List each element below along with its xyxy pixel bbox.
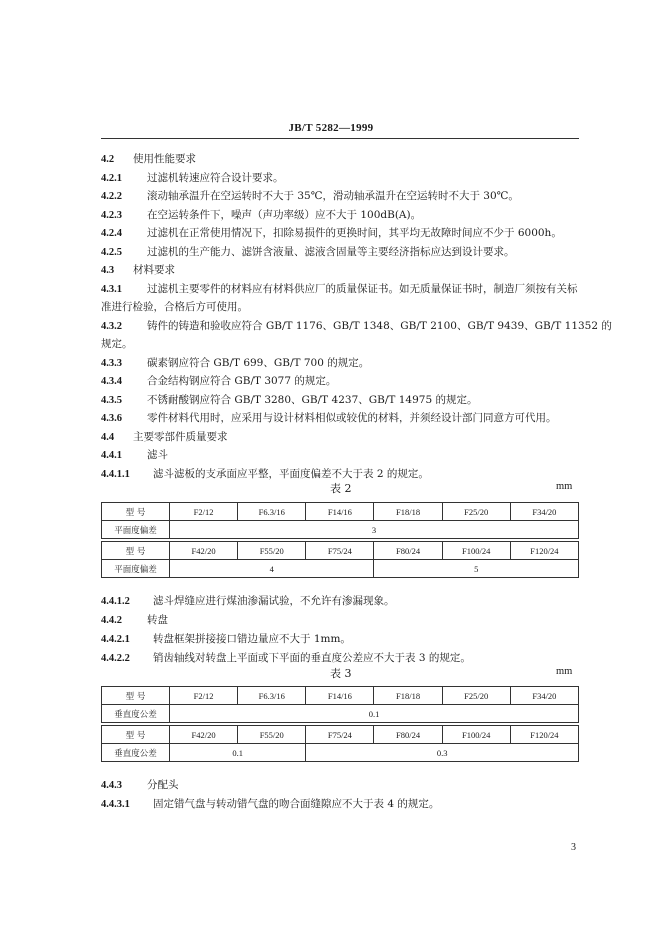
model-cell: F120/24 [510,726,578,744]
text-line [101,263,579,278]
model-cell: F55/20 [238,542,306,560]
clause-number: 4.4.1.2 [101,596,130,607]
clause-text: 转盘框架拼接接口错边量应不大于 1mm。 [153,633,351,645]
clause-text: 滤斗 [147,449,168,461]
table-row [102,705,579,723]
clause-number: 4.4.1 [101,450,122,461]
table3-unit: mm [556,666,573,677]
standard-code-header: JB/T 5282—1999 [288,122,374,134]
table3 [101,686,579,723]
model-cell: F34/20 [510,687,578,705]
text-line [101,337,579,351]
clause-number: 4.3.4 [101,376,122,387]
clause-text: 过滤机在正常使用情况下，扣除易损件的更换时间，其平均无故障时间应不少于 6000h。 [147,227,562,239]
table-row [102,726,579,744]
clause-number: 4.4.3 [101,780,122,791]
page-number: 3 [571,842,576,853]
table-row [102,521,579,539]
model-label: 型 号 [102,542,170,560]
clause-text: 准进行检验，合格后方可使用。 [101,301,248,313]
value-cell: 0.3 [306,744,579,762]
table2-unit: mm [556,481,573,492]
clause-text: 不锈耐酸钢应符合 GB/T 3280、GB/T 4237、GB/T 14975 的规定。 [147,393,478,406]
model-cell: F80/24 [374,542,442,560]
clause-text: 过滤机的生产能力、滤饼含液量、滤液含固量等主要经济指标应达到设计要求。 [147,245,515,258]
text-line [101,319,612,334]
clause-text: 主要零部件质量要求 [133,430,228,443]
model-cell: F75/24 [306,542,374,560]
table-row [102,542,579,560]
text-line [101,374,579,389]
clause-number: 4.3.1 [101,283,122,295]
clause-text: 销齿轴线对转盘上平面或下平面的垂直度公差应不大于表 3 的规定。 [153,652,471,664]
table-row [102,503,579,521]
text-line [101,152,579,167]
table2-part-b [101,541,579,578]
row-label: 平面度偏差 [102,560,170,578]
clause-number: 4.2.2 [101,191,122,202]
clause-number: 4.4.2.1 [101,634,130,645]
text-line [101,208,579,223]
clause-number: 4.3.3 [101,357,122,369]
text-line [101,448,579,463]
model-cell: F120/24 [510,542,578,560]
clause-number: 4.3 [101,265,115,276]
clause-number: 4.2.3 [101,209,122,221]
clause-text: 滤斗焊缝应进行煤油渗漏试验，不允许有渗漏现象。 [153,595,395,607]
text-line [101,797,579,812]
clause-text: 滤斗滤板的支承面应平整，平面度偏差不大于表 2 的规定。 [153,467,429,480]
model-cell: F100/24 [442,542,510,560]
clause-number: 4.4.2.2 [101,653,130,664]
clause-text: 分配头 [147,779,179,791]
text-line [101,613,579,628]
model-label: 型 号 [102,687,170,705]
model-cell: F25/20 [442,503,510,521]
clause-text: 转盘 [147,614,168,626]
clause-text: 使用性能要求 [133,153,196,165]
clause-text: 规定。 [101,338,133,350]
clause-text: 滚动轴承温升在空运转时不大于 35℃，滑动轴承温升在空运转时不大于 30℃。 [147,190,519,202]
clause-number: 4.2.5 [101,246,122,258]
model-cell: F80/24 [374,726,442,744]
clause-number: 4.3.6 [101,413,122,424]
value-cell: 3 [170,521,579,539]
text-line [101,300,579,314]
text-line [101,171,579,186]
clause-number: 4.3.2 [101,320,122,332]
model-cell: F18/18 [374,687,442,705]
model-cell: F55/20 [238,726,306,744]
model-cell: F14/16 [306,687,374,705]
clause-number: 4.2 [101,154,115,165]
clause-number: 4.4.1.1 [101,468,130,480]
model-label: 型 号 [102,726,170,744]
model-cell: F6.3/16 [238,503,306,521]
header-rule [101,138,579,139]
clause-text: 铸件的铸造和验收应符合 GB/T 1176、GB/T 1348、GB/T 2100、GB/T 9439、GB/T 11352 的 [147,319,612,332]
model-cell: F18/18 [374,503,442,521]
text-line [101,632,579,647]
text-line [101,226,579,241]
clause-text: 在空运转条件下，噪声（声功率级）应不大于 100dB(A)。 [147,208,422,221]
row-label: 垂直度公差 [102,705,170,723]
clause-number: 4.4 [101,431,115,443]
text-line [101,778,579,793]
clause-number: 4.2.4 [101,228,122,239]
clause-text: 零件材料代用时，应采用与设计材料相似或较优的材料，并须经设计部门同意方可代用。 [147,412,557,424]
text-line [101,245,579,260]
table2 [101,502,579,539]
text-line [101,430,579,445]
model-cell: F14/16 [306,503,374,521]
text-line [101,189,579,204]
text-line [101,594,579,609]
row-label: 垂直度公差 [102,744,170,762]
table-row [102,744,579,762]
model-cell: F2/12 [170,687,238,705]
value-cell: 0.1 [170,705,579,723]
clause-text: 合金结构钢应符合 GB/T 3077 的规定。 [147,375,337,387]
clause-text: 碳素钢应符合 GB/T 699、GB/T 700 的规定。 [147,356,370,369]
clause-text: 过滤机转速应符合设计要求。 [147,171,284,184]
model-cell: F42/20 [170,726,238,744]
table-row [102,687,579,705]
clause-number: 4.4.2 [101,615,122,626]
table2-caption: 表 2 [330,482,352,495]
text-line [101,356,579,371]
value-cell: 4 [170,560,374,578]
clause-text: 过滤机主要零件的材料应有材料供应厂的质量保证书。如无质量保证书时，制造厂须按有关标 [147,282,578,295]
row-label: 平面度偏差 [102,521,170,539]
model-cell: F2/12 [170,503,238,521]
clause-number: 4.3.5 [101,394,122,406]
text-line [101,411,579,426]
model-cell: F42/20 [170,542,238,560]
clause-number: 4.2.1 [101,172,122,184]
model-cell: F75/24 [306,726,374,744]
table3-part-b [101,725,579,762]
clause-number: 4.4.3.1 [101,799,130,810]
text-line [101,393,579,408]
model-label: 型 号 [102,503,170,521]
clause-text: 材料要求 [133,264,175,276]
model-cell: F34/20 [510,503,578,521]
text-line [101,282,579,297]
model-cell: F25/20 [442,687,510,705]
model-cell: F100/24 [442,726,510,744]
text-line [101,651,579,666]
table3-caption: 表 3 [330,667,352,680]
clause-text: 固定错气盘与转动错气盘的吻合面缝隙应不大于表 4 的规定。 [153,798,440,810]
model-cell: F6.3/16 [238,687,306,705]
value-cell: 5 [374,560,579,578]
table-row [102,560,579,578]
value-cell: 0.1 [170,744,306,762]
